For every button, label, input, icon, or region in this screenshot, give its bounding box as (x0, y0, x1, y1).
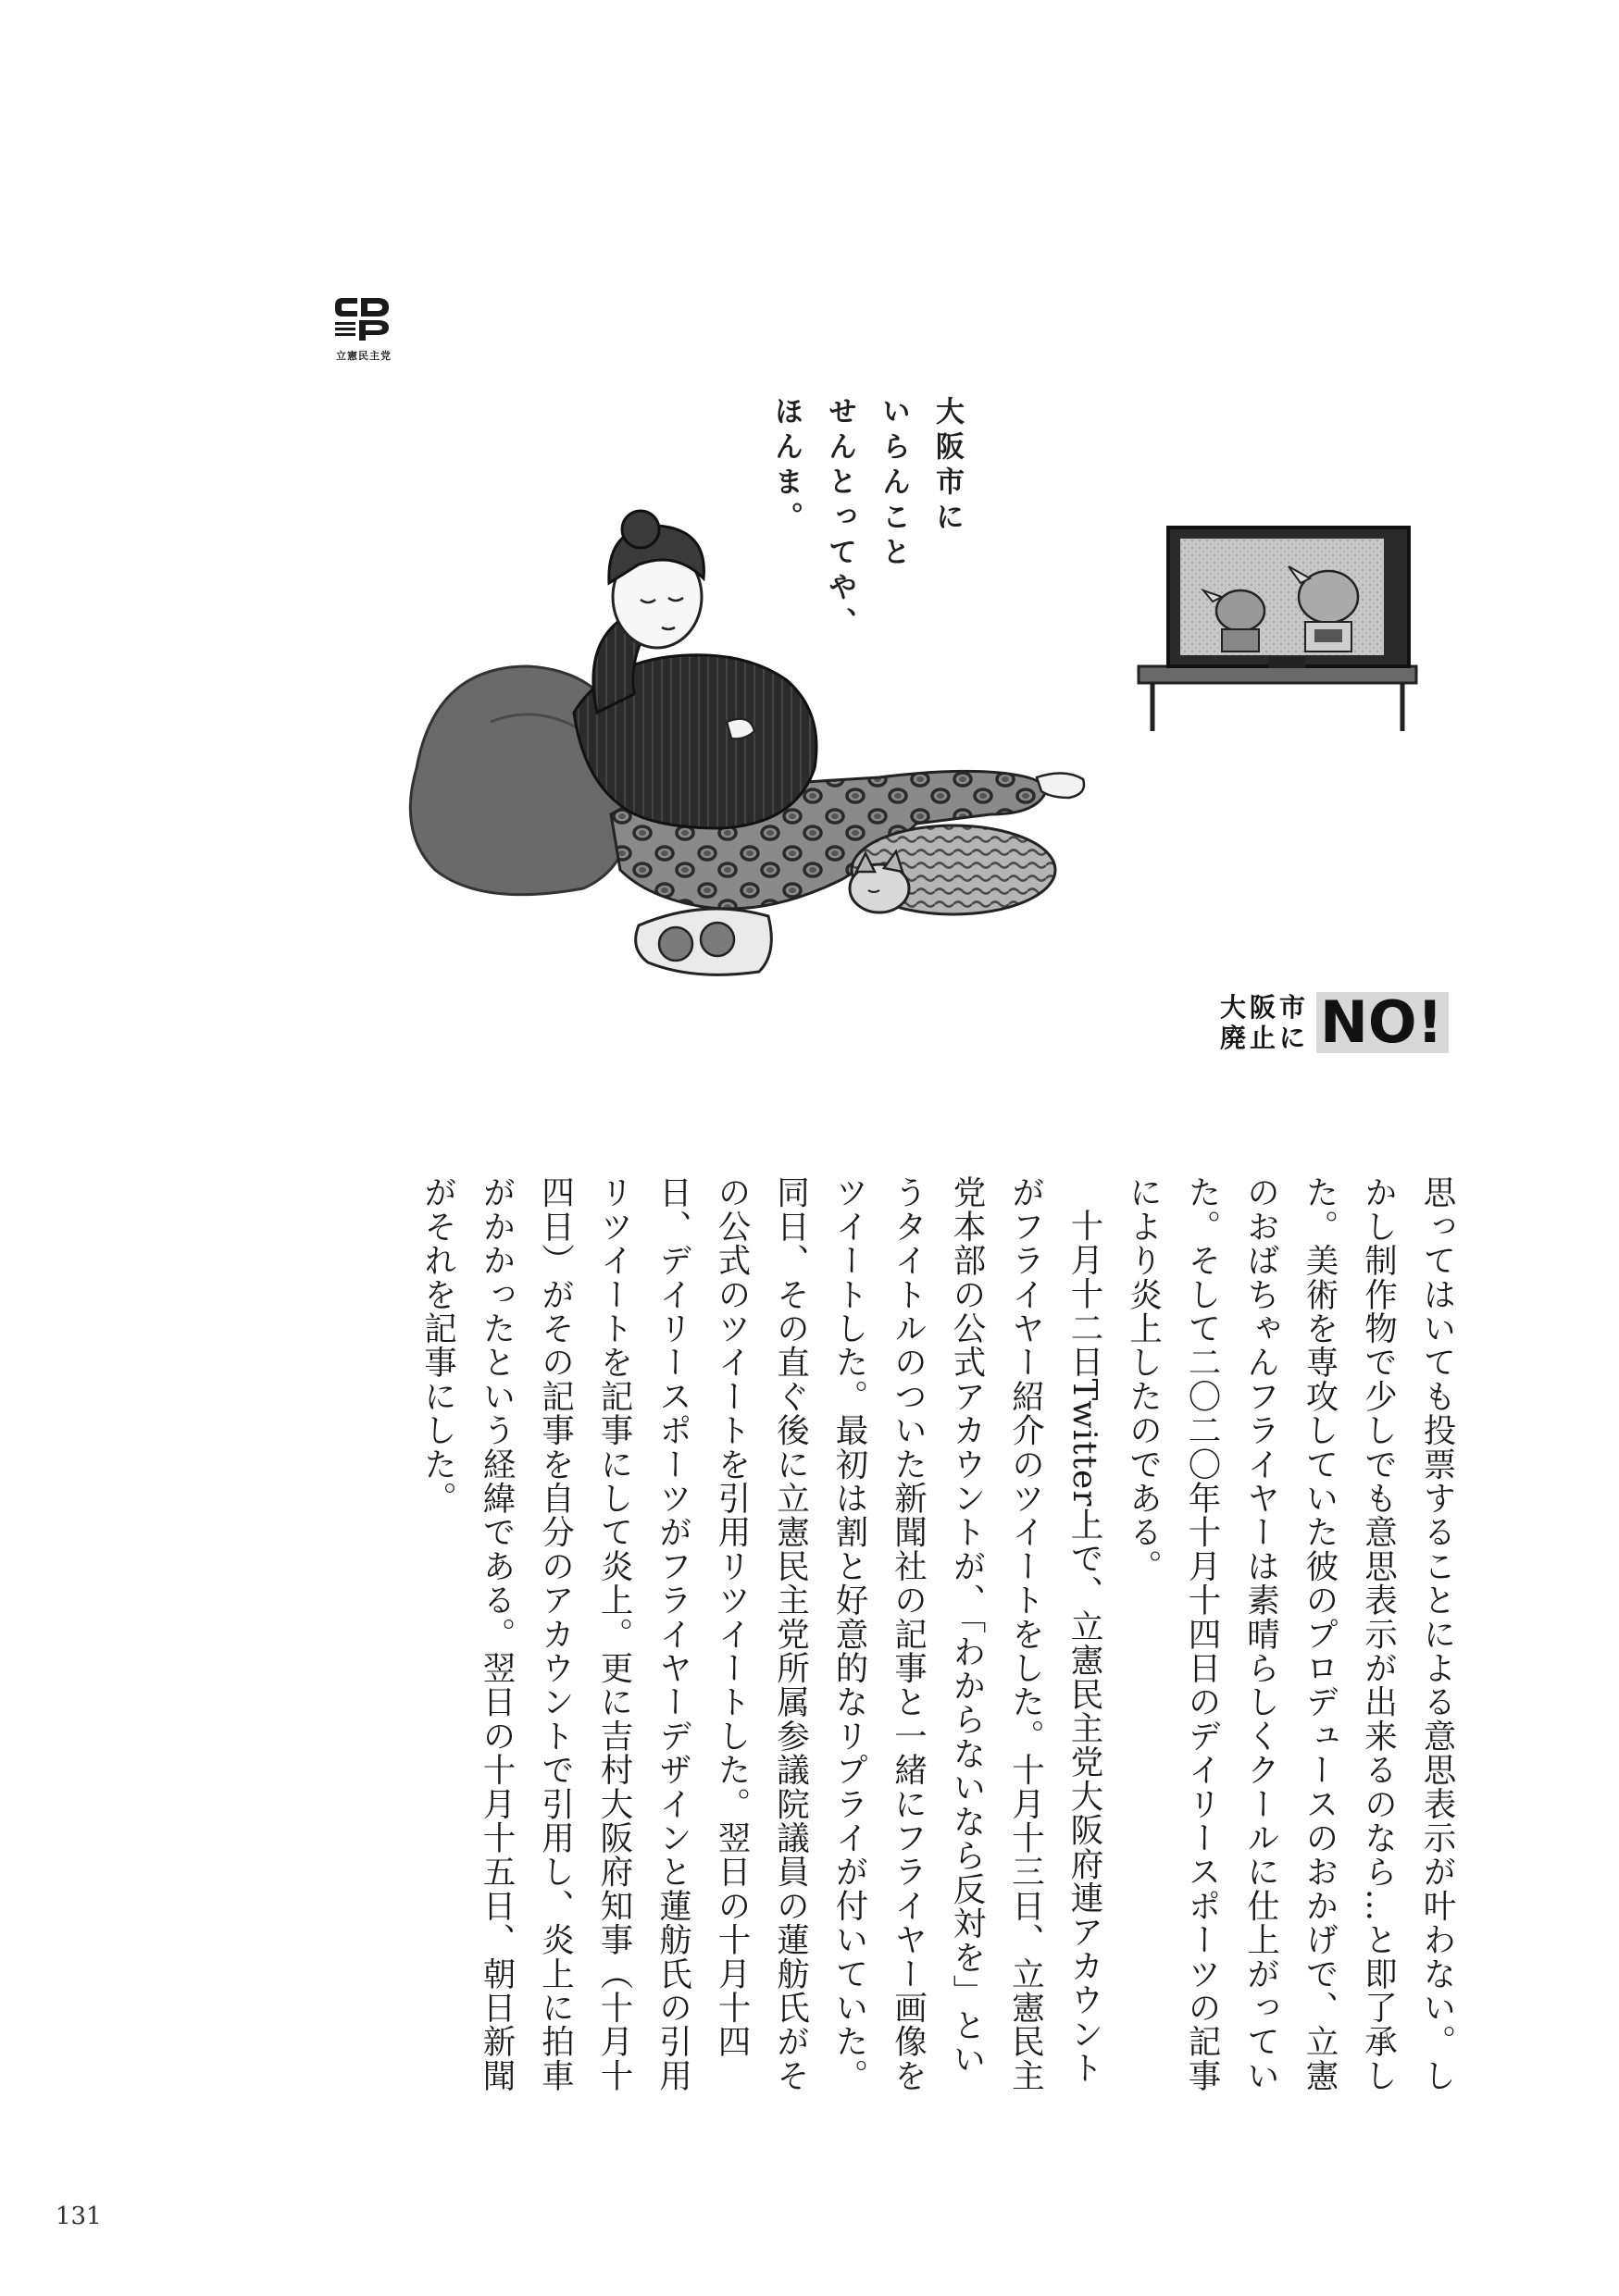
body-paragraph: 思ってはいても投票することによる意思表示が叶わない。しかし制作物で少しでも意思表示が出来るのなら…と即了承した。美術を専攻していた彼のプロデュースのおかげで、立憲のおばちゃんフライヤーは素晴らしくクールに仕上がっていた。そして二〇二〇年十月十四日のデイリースポーツの記事により炎上したのである。 (1124, 1175, 1456, 2092)
speech-line: いらんこと (877, 396, 910, 572)
lounging-woman-illustration (398, 509, 1435, 990)
page-number: 131 (56, 2203, 102, 2230)
cdp-logo (331, 294, 396, 363)
body-text (226, 1175, 1466, 2101)
speech-line: せんとってや、 (823, 396, 856, 642)
title-char: 止 (1249, 1023, 1276, 1053)
title-char: 市 (1278, 992, 1305, 1023)
title-block (1218, 988, 1449, 1056)
title-stacked-text (1218, 992, 1307, 1053)
title-char: 大 (1219, 992, 1246, 1023)
cdp-logo-mark-icon (331, 294, 396, 342)
title-char: 阪 (1249, 992, 1276, 1023)
logo-caption: 立憲民主党 (336, 350, 392, 362)
body-paragraph: 十月十二日Twitter上で、立憲民主党大阪府連アカウントがフライヤー紹介のツイートをした。十月十三日、立憲民主党本部の公式アカウントが、「わからないなら反対を」というタイトルのついた新聞社の記事と一緒にフライヤー画像をツイートした。最初は割と好意的なリプライが付いていた。同日、その直ぐ後に立憲民主党所属参議院議員の蓮舫氏がその公式のツイートを引用リツイートした。翌日の十月十四日、デイリースポーツがフライヤーデザインと蓮舫氏の引用リツイートを記事にして炎上。更に吉村大阪府知事（十月十四日）がその記事を自分のアカウントで引用し、炎上に拍車がかかったという経緯である。翌日の十月十五日、朝日新聞がそれを記事にした。 (418, 1175, 1103, 2092)
title-char: に (1278, 1023, 1305, 1053)
speech-line: ほんま。 (769, 396, 803, 537)
speech-line: 大阪市に (930, 396, 964, 537)
title-char: 廃 (1219, 1023, 1246, 1053)
title-no: NO! (1316, 992, 1449, 1053)
